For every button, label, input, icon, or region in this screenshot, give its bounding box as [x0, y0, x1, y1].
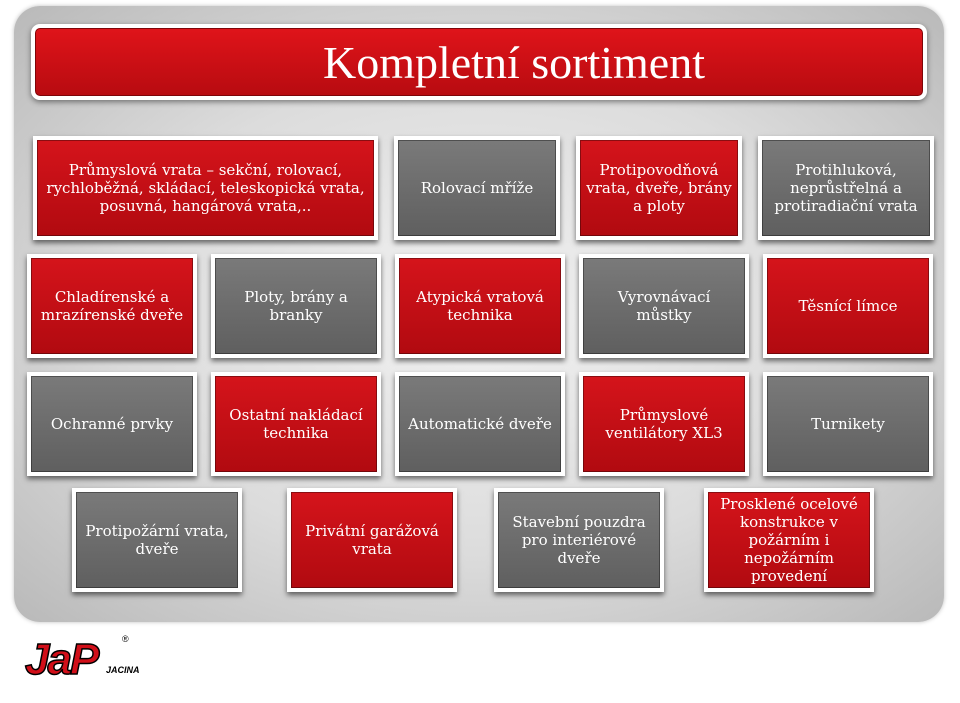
tile-label: Prosklené ocelové konstrukce v požárním i nepožárním provedení [720, 495, 858, 585]
tile-label: Ochranné prvky [50, 415, 174, 433]
logo-main-text: JaP [25, 635, 98, 684]
company-logo [22, 628, 148, 686]
tile-label: Turnikety [811, 415, 885, 433]
logo-registered-mark: ® [122, 634, 129, 644]
logo-sub-text: JACINA [106, 665, 140, 675]
tile-turnstiles[interactable] [763, 372, 933, 476]
tile-label: Ostatní nakládací technika [229, 406, 363, 442]
tile-automatic-doors[interactable] [395, 372, 565, 476]
logo-graphic [22, 628, 148, 686]
tile-label: Ploty, brány a branky [244, 288, 348, 324]
tile-label: Průmyslová vrata – sekční, rolovací, rychloběžná, skládací, teleskopická vrata, posuvná, hangárová vrata,.. [46, 161, 365, 215]
tile-cold-storage-doors[interactable] [27, 254, 197, 358]
tile-glazed-steel-structures[interactable] [704, 488, 874, 592]
tile-fences-gates[interactable] [211, 254, 381, 358]
tile-label: Privátní garážová vrata [305, 522, 439, 558]
page-title: Kompletní sortiment [322, 37, 705, 88]
tile-atypical-door-tech[interactable] [395, 254, 565, 358]
tile-label: Stavební pouzdra pro interiérové dveře [512, 513, 646, 567]
tile-label: Těsnící límce [798, 297, 898, 315]
tile-industrial-fans[interactable] [579, 372, 749, 476]
tile-label: Protipovodňová vrata, dveře, brány a ploty [586, 161, 732, 215]
tile-label: Vyrovnávací můstky [617, 288, 711, 324]
tile-protective-elements[interactable] [27, 372, 197, 476]
tile-acoustic-bulletproof[interactable] [758, 136, 934, 240]
tile-flood-protection[interactable] [576, 136, 742, 240]
tile-fire-doors[interactable] [72, 488, 242, 592]
tile-pocket-door-frames[interactable] [494, 488, 664, 592]
tile-dock-levellers[interactable] [579, 254, 749, 358]
title-banner [31, 24, 927, 100]
tile-label: Průmyslové ventilátory XL3 [605, 406, 723, 442]
tile-industrial-doors[interactable] [33, 136, 378, 240]
tile-label: Protipožární vrata, dveře [85, 522, 229, 558]
tile-label: Automatické dveře [408, 415, 552, 433]
tile-label: Atypická vratová technika [416, 288, 544, 324]
tile-rolling-grilles[interactable] [394, 136, 560, 240]
tile-label: Protihluková, neprůstřelná a protiradiační vrata [774, 161, 918, 215]
tile-garage-doors[interactable] [287, 488, 457, 592]
tile-label: Chladírenské a mrazírenské dveře [40, 288, 184, 324]
tile-label: Rolovací mříže [420, 179, 534, 197]
tile-other-loading-tech[interactable] [211, 372, 381, 476]
tile-dock-shelters[interactable] [763, 254, 933, 358]
